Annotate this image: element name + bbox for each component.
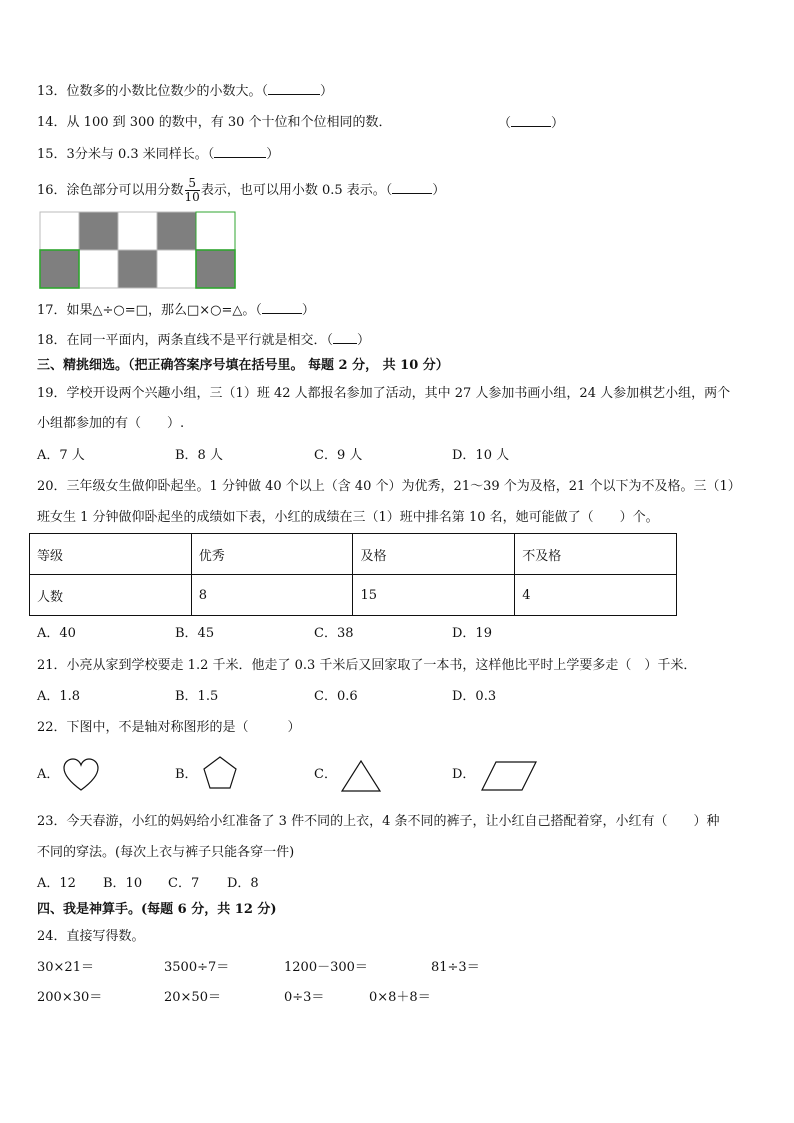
question-14-text: 14．从 100 到 300 的数中，有 30 个十位和个位相同的数．	[37, 115, 392, 130]
calc-item: 0÷3＝	[284, 990, 325, 1005]
question-13-text: 13．位数多的小数比位数少的小数大。（	[37, 84, 269, 99]
option-c[interactable]: C．7	[168, 876, 200, 891]
question-18: 18．在同一平面内，两条直线不是平行就是相交．（ ）	[37, 330, 370, 351]
answer-blank[interactable]	[214, 144, 266, 158]
grade-table	[29, 533, 677, 616]
pentagon-icon	[202, 756, 238, 790]
parallelogram-icon	[480, 760, 538, 792]
question-17: 17．如果△÷○=□，那么□×○=△。（ ）	[37, 300, 315, 321]
table-cell: 8	[191, 575, 353, 616]
calc-item: 20×50＝	[164, 990, 221, 1005]
unshaded-cell	[196, 212, 235, 250]
calc-item: 3500÷7＝	[164, 960, 230, 975]
shaded-grid-figure	[36, 208, 246, 294]
option-c[interactable]: C．0.6	[314, 689, 358, 704]
table-cell: 15	[353, 575, 515, 616]
option-b[interactable]: B．8 人	[175, 448, 223, 463]
answer-blank[interactable]	[392, 180, 432, 194]
question-19-line1: 19．学校开设两个兴趣小组，三（1）班 42 人都报名参加了活动，其中 27 人参加书画小组，24 人参加棋艺小组，两个	[37, 386, 731, 401]
option-b[interactable]: B．45	[175, 626, 215, 641]
shaded-cell	[40, 250, 79, 288]
triangle-icon	[340, 759, 382, 793]
option-a[interactable]: A．1.8	[37, 689, 81, 704]
option-a[interactable]: A．12	[37, 876, 76, 891]
unshaded-cell	[157, 250, 196, 288]
option-a[interactable]: A．	[37, 767, 60, 782]
question-15-text: 15．3分米与 0.3 米同样长。（	[37, 147, 215, 162]
answer-blank[interactable]	[333, 330, 357, 344]
option-c[interactable]: C．38	[314, 626, 354, 641]
unshaded-cell	[118, 212, 157, 250]
fraction: $\frac{5}{10}$	[184, 176, 200, 204]
option-b[interactable]: B．10	[103, 876, 143, 891]
question-15: 15．3分米与 0.3 米同样长。（ ）	[37, 144, 279, 165]
calc-item: 81÷3＝	[431, 960, 480, 975]
question-23-line2: 不同的穿法。(每次上衣与裤子只能各穿一件)	[37, 845, 295, 860]
calc-item: 0×8＋8＝	[369, 990, 431, 1005]
answer-blank[interactable]	[262, 300, 302, 314]
calc-item: 200×30＝	[37, 990, 103, 1005]
option-d[interactable]: D．	[452, 767, 476, 782]
option-a[interactable]: A．40	[37, 626, 76, 641]
question-23-line1: 23．今天春游，小红的妈妈给小红准备了 3 件不同的上衣，4 条不同的裤子，让小红自己搭配着穿，小红有（ ）种	[37, 814, 720, 829]
question-14-answer: （ ）	[498, 113, 564, 134]
shaded-cell	[157, 212, 196, 250]
question-21: 21．小亮从家到学校要走 1.2 千米．他走了 0.3 千米后又回家取了一本书，这样他比平时上学要多走（ ）千米．	[37, 658, 697, 673]
table-row	[30, 575, 677, 616]
question-13: 13．位数多的小数比位数少的小数大。（ ）	[37, 81, 333, 102]
question-20-line1: 20．三年级女生做仰卧起坐。1 分钟做 40 个以上（含 40 个）为优秀，21～39 个为及格，21 个以下为不及格。三（1）	[37, 479, 741, 494]
table-cell: 优秀	[191, 534, 353, 575]
table-cell: 人数	[30, 575, 192, 616]
table-cell: 4	[515, 575, 677, 616]
question-18-text: 18．在同一平面内，两条直线不是平行就是相交．（	[37, 333, 334, 348]
option-d[interactable]: D．0.3	[452, 689, 497, 704]
option-d[interactable]: D．8	[227, 876, 259, 891]
unshaded-cell	[79, 250, 118, 288]
option-d[interactable]: D．10 人	[452, 448, 510, 463]
heart-icon	[62, 758, 100, 792]
option-d[interactable]: D．19	[452, 626, 492, 641]
unshaded-cell	[40, 212, 79, 250]
question-22: 22．下图中，不是轴对称图形的是（ ）	[37, 720, 301, 735]
question-24: 24．直接写得数。	[37, 929, 145, 944]
shaded-cell	[196, 250, 235, 288]
question-16: 16．涂色部分可以用分数 $\frac{5}{10}$ 表示，也可以用小数 0.5 表示。（ ）	[37, 176, 446, 204]
section-3-heading: 三、精挑细选。（把正确答案序号填在括号里。 每题 2 分， 共 10 分）	[37, 358, 449, 373]
table-cell: 等级	[30, 534, 192, 575]
question-17-text: 17．如果△÷○=□，那么□×○=△。（	[37, 303, 262, 318]
question-14	[37, 113, 392, 133]
question-19-line2: 小组都参加的有（ ）.	[37, 416, 185, 431]
table-cell: 不及格	[515, 534, 677, 575]
option-c[interactable]: C．9 人	[314, 448, 363, 463]
option-c[interactable]: C．	[314, 767, 337, 782]
shaded-cell	[118, 250, 157, 288]
question-20-line2: 班女生 1 分钟做仰卧起坐的成绩如下表，小红的成绩在三（1）班中排名第 10 名，她可能做了（ ）个。	[37, 510, 659, 525]
answer-blank[interactable]	[268, 81, 320, 95]
answer-blank[interactable]	[511, 113, 551, 127]
option-a[interactable]: A．7 人	[37, 448, 85, 463]
table-header-row	[30, 534, 677, 575]
calc-item: 30×21＝	[37, 960, 94, 975]
table-cell: 及格	[353, 534, 515, 575]
calc-item: 1200－300＝	[284, 960, 368, 975]
section-4-heading: 四、我是神算手。(每题 6 分，共 12 分)	[37, 902, 277, 917]
shaded-cell	[79, 212, 118, 250]
option-b[interactable]: B．1.5	[175, 689, 219, 704]
option-b[interactable]: B．	[175, 767, 198, 782]
